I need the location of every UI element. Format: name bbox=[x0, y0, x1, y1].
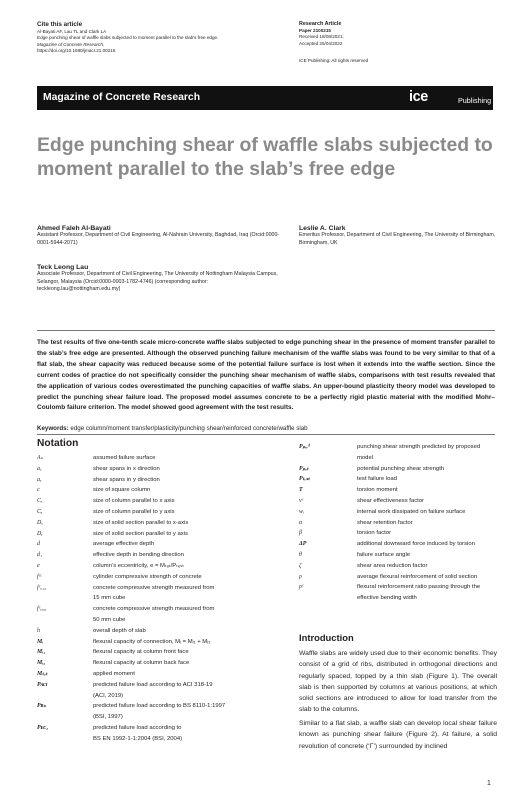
notation-definition: size of solid section parallel to x-axis bbox=[93, 519, 189, 526]
notation-row bbox=[299, 519, 499, 530]
citation-authors: Al-Bayati AF, Lau TL and Clark LA bbox=[37, 29, 107, 34]
author-2 bbox=[299, 225, 509, 247]
notation-symbol: ρᶜ bbox=[299, 584, 304, 591]
paper-number: Paper 2100215 bbox=[299, 28, 331, 33]
notation-definition: effective bending width bbox=[357, 595, 417, 602]
notation-row bbox=[37, 508, 287, 519]
notation-symbol: ΔP bbox=[299, 541, 307, 548]
notation-symbol: e bbox=[37, 563, 40, 569]
notation-row bbox=[37, 573, 287, 584]
keywords bbox=[37, 425, 497, 432]
notation-symbol: Cₓ bbox=[37, 498, 43, 505]
notation-symbol: d₁ bbox=[37, 552, 42, 559]
notation-symbol: Aₛ bbox=[37, 455, 43, 461]
notation-row bbox=[299, 594, 499, 605]
notation-symbol: Pₜₑₛₜ bbox=[299, 476, 310, 483]
notation-symbol: vᶜ bbox=[299, 498, 304, 504]
notation-definition: applied moment bbox=[93, 671, 135, 677]
notation-row bbox=[37, 692, 287, 703]
notation-row bbox=[299, 562, 499, 573]
notation-symbol: aᵧ bbox=[37, 476, 42, 483]
notation-definition: potential punching shear strength bbox=[357, 465, 445, 472]
notation-definition: punching shear strength predicted by proposed bbox=[357, 444, 481, 450]
author-affiliation: Associate Professor, Department of Civil Engineering, The University of Nottingham Malaysia Campus, Selangor, Malaysia (Orcid:0000-0003-1782-4746) (corresponding author: teckleong.lau@nottingham.edu.my) bbox=[37, 271, 278, 293]
author-3 bbox=[37, 264, 287, 294]
notation-row bbox=[37, 713, 287, 724]
notation-row bbox=[299, 454, 499, 465]
notation-symbol: Pₚₒₜ bbox=[299, 465, 309, 472]
notation-definition: column’s eccentricity, e = Mₜₒₜ/Pₜₑₛₜ bbox=[93, 563, 185, 569]
keywords-label: Keywords: bbox=[37, 425, 69, 432]
notation-row bbox=[299, 551, 499, 562]
notation-row bbox=[299, 540, 499, 551]
notation-definition: average flexural reinforcement of solid section bbox=[357, 573, 478, 580]
notation-row bbox=[37, 486, 287, 497]
cite-heading: Cite this article bbox=[37, 21, 83, 28]
notation-definition: flexural capacity of connection, Mᵢ = Mᵢ₁ + Mᵢ₂ bbox=[93, 638, 211, 645]
notation-row bbox=[299, 497, 499, 508]
notation-definition: test failure load bbox=[357, 476, 397, 483]
notation-heading: Notation bbox=[37, 438, 79, 449]
notation-symbol: Pᴇᴄ₂ bbox=[37, 725, 49, 731]
notation-definition: concrete compressive strength measured from bbox=[93, 584, 215, 591]
notation-row bbox=[299, 465, 499, 476]
notation-row bbox=[37, 519, 287, 530]
abstract-rule-top bbox=[37, 330, 495, 331]
notation-row bbox=[37, 584, 287, 595]
notation-row bbox=[37, 497, 287, 508]
article-title: Edge punching shear of waffle slabs subjected to moment parallel to the slab’s free edge bbox=[37, 134, 493, 180]
publisher-rights: ICE Publishing: All rights reserved bbox=[299, 58, 369, 63]
article-info bbox=[299, 28, 499, 47]
author-name: Teck Leong Lau bbox=[37, 264, 89, 271]
notation-list-right bbox=[299, 443, 499, 602]
introduction-heading: Introduction bbox=[299, 632, 354, 643]
notation-definition: shear spans in y direction bbox=[93, 476, 160, 483]
notation-definition: flexural capacity at column front face bbox=[93, 649, 189, 656]
notation-definition: assumed failure surface bbox=[93, 455, 156, 461]
notation-symbol: Pʙₛ bbox=[37, 703, 46, 710]
received-date: Received 18/08/2021; bbox=[299, 34, 344, 40]
notation-definition: shear effectiveness factor bbox=[357, 498, 425, 504]
notation-definition: predicted failure load according to bbox=[93, 725, 182, 731]
notation-row bbox=[37, 659, 287, 670]
keywords-text: edge column/moment transfer/plasticity/punching shear/reinforced concrete/waffle slab bbox=[70, 425, 308, 432]
notation-symbol: Dₓ bbox=[37, 519, 43, 526]
notation-row bbox=[37, 627, 287, 638]
journal-name: Magazine of Concrete Research bbox=[43, 92, 201, 103]
notation-symbol: c bbox=[37, 487, 40, 494]
notation-definition: torsion moment bbox=[357, 487, 398, 494]
notation-row bbox=[299, 573, 499, 584]
notation-row bbox=[37, 724, 287, 735]
ice-logo-publishing: Publishing bbox=[458, 96, 492, 105]
author-affiliation: Assistant Professor, Department of Civil Engineering, Al-Nahrain University, Baghdad, Iraq (Orcid:0000-0001-5944-2071) bbox=[37, 232, 280, 246]
notation-symbol: β bbox=[299, 530, 302, 537]
notation-symbol: Pₚᵣₑᵈ bbox=[299, 444, 310, 450]
notation-definition: size of column parallel to x axis bbox=[93, 498, 175, 505]
notation-definition: shear spans in x direction bbox=[93, 465, 160, 472]
notation-definition: overall depth of slab bbox=[93, 627, 146, 634]
author-name: Ahmed Faleh Al-Bayati bbox=[37, 225, 111, 232]
citation-title: Edge punching shear of waffle slabs subjected to moment parallel to the slab's free edge. bbox=[37, 35, 219, 41]
notation-definition: 15 mm cube bbox=[93, 595, 126, 602]
notation-symbol: Mᵢ₂ bbox=[37, 660, 46, 667]
notation-definition: cylinder compressive strength of concrete bbox=[93, 573, 202, 580]
notation-definition: average effective depth bbox=[93, 541, 155, 548]
page-number: 1 bbox=[487, 780, 491, 787]
notation-definition: 50 mm cube bbox=[93, 617, 126, 623]
notation-definition: concrete compressive strength measured from bbox=[93, 606, 215, 613]
notation-definition: effective depth in bending direction bbox=[93, 552, 184, 559]
notation-definition: flexural reinforcement ratio passing through the bbox=[357, 584, 481, 591]
keywords-rule bbox=[37, 434, 495, 435]
author-affiliation: Emeritus Professor, Department of Civil Engineering, The University of Birmingham, Birmingham, UK bbox=[299, 232, 496, 246]
notation-definition: failure surface angle bbox=[357, 552, 411, 558]
accepted-date: Accepted 25/04/2022 bbox=[299, 40, 343, 46]
notation-row bbox=[37, 681, 287, 692]
notation-list-left bbox=[37, 454, 287, 754]
notation-definition: flexural capacity at column back face bbox=[93, 660, 190, 667]
notation-row bbox=[37, 616, 287, 627]
notation-symbol: ρ bbox=[299, 573, 302, 580]
citation-journal: Magazine of Concrete Research, bbox=[37, 41, 105, 47]
notation-row bbox=[37, 476, 287, 487]
notation-symbol: T bbox=[299, 487, 303, 494]
notation-symbol: θ bbox=[299, 552, 302, 558]
notation-definition: (ACI, 2019) bbox=[93, 692, 124, 699]
notation-definition: size of square column bbox=[93, 487, 151, 494]
notation-definition: BS EN 1992-1-1:2004 (BSI, 2004) bbox=[93, 735, 183, 742]
introduction-paragraph-2: Similar to a flat slab, a waffle slab can develop local shear failure known as punching shear failure (Figure 2). At failure, a solid revolution of concrete (‘Γ’) surrounded by inclined bbox=[299, 720, 497, 750]
notation-row bbox=[299, 583, 499, 594]
notation-row bbox=[299, 443, 499, 454]
introduction-paragraph-1: Waffle slabs are widely used due to their economic benefits. They consist of a grid of ribs, distributed in orthogonal directions and regularly spaced, topped by a thin slab (Figure 1). The overall slab is then supported by columns at various positions, at which solid sections are introduced to allow for load transfer from the slab to the columns. bbox=[299, 650, 497, 714]
notation-row bbox=[37, 670, 287, 681]
author-1 bbox=[37, 225, 287, 247]
notation-symbol: Mᵢ bbox=[37, 638, 44, 645]
notation-row bbox=[37, 648, 287, 659]
notation-symbol: d bbox=[37, 541, 40, 548]
notation-symbol: Cᵧ bbox=[37, 509, 43, 515]
notation-row bbox=[37, 702, 287, 713]
notation-definition: predicted failure load according to BS 8110-1:1997 bbox=[93, 703, 226, 710]
ice-logo: ice bbox=[409, 89, 428, 105]
notation-row bbox=[37, 594, 287, 605]
citation-doi-link[interactable]: https://doi.org/10.1680/jmacr.21.00215 bbox=[37, 48, 116, 54]
notation-symbol: Pᴀᴄɪ bbox=[37, 681, 48, 688]
notation-definition: additional downward force induced by torsion bbox=[357, 541, 475, 548]
notation-symbol: ζ bbox=[299, 562, 302, 569]
citation-block bbox=[37, 29, 287, 55]
notation-definition: (BSI, 1997) bbox=[93, 714, 123, 721]
notation-row bbox=[37, 540, 287, 551]
notation-symbol: h bbox=[37, 627, 40, 634]
notation-definition: internal work dissipated on failure surface bbox=[357, 508, 466, 515]
notation-row bbox=[299, 486, 499, 497]
notation-symbol: fᶜᵤ₁₅ bbox=[37, 584, 47, 591]
notation-row bbox=[37, 638, 287, 649]
notation-definition: shear area reduction factor bbox=[357, 562, 428, 569]
notation-row bbox=[37, 465, 287, 476]
notation-definition: size of solid section parallel to y axis bbox=[93, 530, 188, 537]
notation-definition: model bbox=[357, 454, 374, 461]
notation-row bbox=[37, 562, 287, 573]
notation-symbol: fᶜᵤ₅₀ bbox=[37, 606, 47, 613]
notation-row bbox=[37, 605, 287, 616]
notation-row bbox=[299, 508, 499, 519]
notation-row bbox=[299, 529, 499, 540]
notation-row bbox=[37, 551, 287, 562]
notation-definition: size of column parallel to y axis bbox=[93, 509, 175, 515]
notation-symbol: aₓ bbox=[37, 465, 42, 472]
notation-symbol: Dᵧ bbox=[37, 530, 43, 537]
notation-symbol: α bbox=[299, 519, 303, 526]
notation-row bbox=[37, 735, 287, 746]
abstract: The test results of five one-tenth scale micro-concrete waffle slabs subjected to edge punching shear in the presence of moment transfer parallel to the slab’s free edge are presented. Although the observed punching failure mechanism of the waffle slabs was found to be very similar to that of a flat slab, the shear capacity was reduced because some of the potential failure surface is lost when it extends into the waffle section. Since the current codes of practice do not specifically consider the punching shear mechanism of waffle slabs, comparisons with test results revealed that the application of various codes overestimated the punching capacities of waffle slabs. An upper-bound plasticity theory model was developed to predict the punching shear failure load. The proposed model assumes concrete to be a perfectly rigid plastic material with the modified Mohr–Coulomb failure criterion. The model showed good agreement with the test results. bbox=[37, 339, 495, 412]
notation-symbol: Mₜₒₜ bbox=[37, 671, 48, 677]
notation-definition: shear retention factor bbox=[357, 519, 413, 526]
notation-row bbox=[37, 530, 287, 541]
article-type: Research Article bbox=[299, 21, 342, 27]
notation-definition: predicted failure load according to ACI 318-19 bbox=[93, 681, 213, 688]
notation-symbol: fᶜᶜ bbox=[37, 573, 42, 580]
notation-row bbox=[299, 475, 499, 486]
author-name: Leslie A. Clark bbox=[299, 225, 346, 232]
notation-row bbox=[37, 454, 287, 465]
notation-definition: torsion factor bbox=[357, 530, 392, 537]
notation-symbol: wᵢ bbox=[299, 508, 304, 515]
notation-symbol: Mᵢ₁ bbox=[37, 649, 46, 656]
